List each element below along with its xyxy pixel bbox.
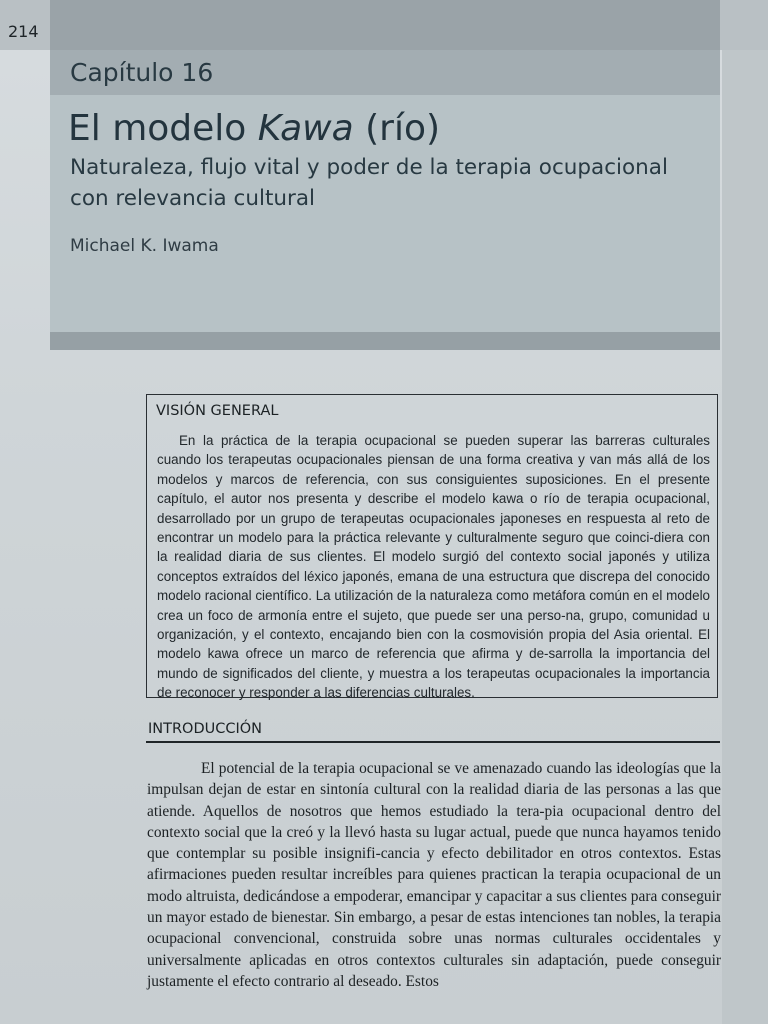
adjacent-page-edge xyxy=(722,0,768,1024)
title-prefix: El modelo xyxy=(68,108,258,149)
introduction-rule xyxy=(146,741,720,743)
header-bottom-band xyxy=(50,332,720,350)
author-name: Michael K. Iwama xyxy=(70,236,219,256)
overview-heading: VISIÓN GENERAL xyxy=(156,403,279,419)
introduction-heading: INTRODUCCIÓN xyxy=(148,721,263,737)
title-suffix: (río) xyxy=(353,108,441,149)
page-number: 214 xyxy=(8,22,39,41)
chapter-subtitle: Naturaleza, flujo vital y poder de la terapia ocupacional con relevancia cultural xyxy=(70,155,668,211)
introduction-body: El potencial de la terapia ocupacional se ve amenazado cuando las ideologías que la impulsan dejan de estar en sintonía cultural con la realidad diaria de las personas a las que atiende. Aquellos de nosotros que hemos estudiado la tera-pia ocupacional dentro del contexto social que la creó y la llevó hasta su lugar actual, puede que nunca hayamos tenido que contemplar su posible insignifi-cancia y efecto debilitador en otros contextos. Estas afirmaciones pueden resultar increíbles para quienes practican la terapia ocupacional de un modo altruista, dedicándose a empoderar, emancipar y capacitar a sus clientes para conseguir un mayor estado de bienestar. Sin embargo, a pesar de estas intenciones tan nobles, la terapia ocupacional convencional, construida sobre unas normas culturales occidentales y universalmente aplicadas en otros contextos culturales sin adaptación, puede conseguir justamente el efecto contrario al deseado. Estos xyxy=(147,760,721,990)
overview-text: En la práctica de la terapia ocupacional se pueden superar las barreras culturales cuando los terapeutas ocupacionales piensan de una forma creativa y van más allá de los modelos y marcos de referencia, con sus consiguientes suposiciones. En el presente capítulo, el autor nos presenta y describe el modelo kawa o río de terapia ocupacional, desarrollado por un grupo de terapeutas ocupacionales japoneses en respuesta al reto de encontrar un modelo para la práctica relevante y culturalmente seguro que coinci-diera con la realidad diaria de sus clientes. El modelo surgió del contexto social japonés y utiliza conceptos extraídos del léxico japonés, emana de una estructura que discrepa del conocido modelo racional científico. La utilización de la naturaleza como metáfora común en el modelo crea un foco de armonía entre el sujeto, que puede ser una perso-na, grupo, comunidad u organización, y el contexto, encajando bien con la cosmovisión propia del Asia oriental. El modelo kawa ofrece un marco de referencia que afirma y de-sarrolla la importancia del mundo de significados del cliente, y muestra a los terapeutas ocupacionales la importancia de reconocer y responder a las diferencias culturales. xyxy=(157,433,710,701)
chapter-title xyxy=(68,108,440,149)
chapter-label: Capítulo 16 xyxy=(70,58,214,87)
title-italic: Kawa xyxy=(257,108,354,149)
top-bar-band xyxy=(50,0,720,50)
